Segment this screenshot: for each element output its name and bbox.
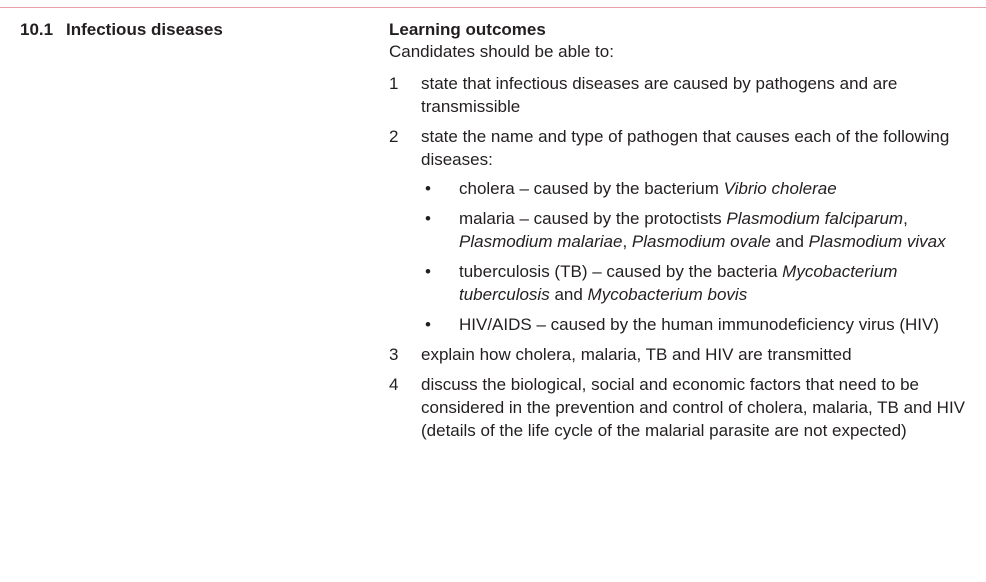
bullet-marker: • xyxy=(425,179,431,198)
outcome-text: state the name and type of pathogen that causes each of the following diseases: xyxy=(421,127,950,169)
species-name: Mycobacterium bovis xyxy=(587,285,748,304)
outcome-number: 3 xyxy=(389,345,399,364)
bullet-marker: • xyxy=(425,315,431,334)
top-divider-rule xyxy=(0,7,986,8)
outcome-number: 1 xyxy=(389,74,399,93)
pathogen-text: and xyxy=(549,285,588,304)
species-name: Plasmodium malariae xyxy=(459,232,623,251)
pathogen-list xyxy=(421,177,979,336)
species-name: Plasmodium vivax xyxy=(808,232,946,251)
pathogen-item xyxy=(421,313,979,336)
pathogen-text: HIV/AIDS – caused by the human immunodeficiency virus (HIV) xyxy=(459,315,939,334)
outcome-item xyxy=(389,373,979,442)
pathogen-text: , xyxy=(903,209,908,228)
pathogen-text: and xyxy=(770,232,809,251)
learning-outcomes xyxy=(389,19,979,449)
section-number: 10.1 xyxy=(20,20,54,39)
outcome-text: explain how cholera, malaria, TB and HIV are transmitted xyxy=(421,345,852,364)
section-heading xyxy=(20,19,223,41)
outcome-item xyxy=(389,343,979,366)
outcome-item xyxy=(389,72,979,118)
pathogen-text: tuberculosis (TB) – caused by the bacteria xyxy=(459,262,783,281)
outcome-number: 4 xyxy=(389,375,399,394)
outcome-item xyxy=(389,125,979,336)
pathogen-text: cholera – caused by the bacterium xyxy=(459,179,724,198)
bullet-marker: • xyxy=(425,262,431,281)
species-name: Vibrio cholerae xyxy=(723,179,837,198)
pathogen-item xyxy=(421,260,979,306)
species-name: Plasmodium falciparum xyxy=(726,209,904,228)
outcome-list xyxy=(389,72,979,442)
pathogen-item xyxy=(421,207,979,253)
species-name: Plasmodium ovale xyxy=(631,232,771,251)
section-title: Infectious diseases xyxy=(66,20,223,39)
pathogen-text: malaria – caused by the protoctists xyxy=(459,209,727,228)
pathogen-item xyxy=(421,177,979,200)
bullet-marker: • xyxy=(425,209,431,228)
outcome-number: 2 xyxy=(389,127,399,146)
outcome-text: discuss the biological, social and economic factors that need to be considered in the prevention and control of cholera, malaria, TB and HIV (details of the life cycle of the malarial parasite are not expected) xyxy=(421,375,965,440)
learning-outcomes-title: Learning outcomes xyxy=(389,20,546,39)
pathogen-text: , xyxy=(622,232,632,251)
outcome-text: state that infectious diseases are caused by pathogens and are transmissible xyxy=(421,74,898,116)
learning-outcomes-intro: Candidates should be able to: xyxy=(389,42,614,61)
species-name: Mycobacterium tuberculosis xyxy=(459,262,898,304)
